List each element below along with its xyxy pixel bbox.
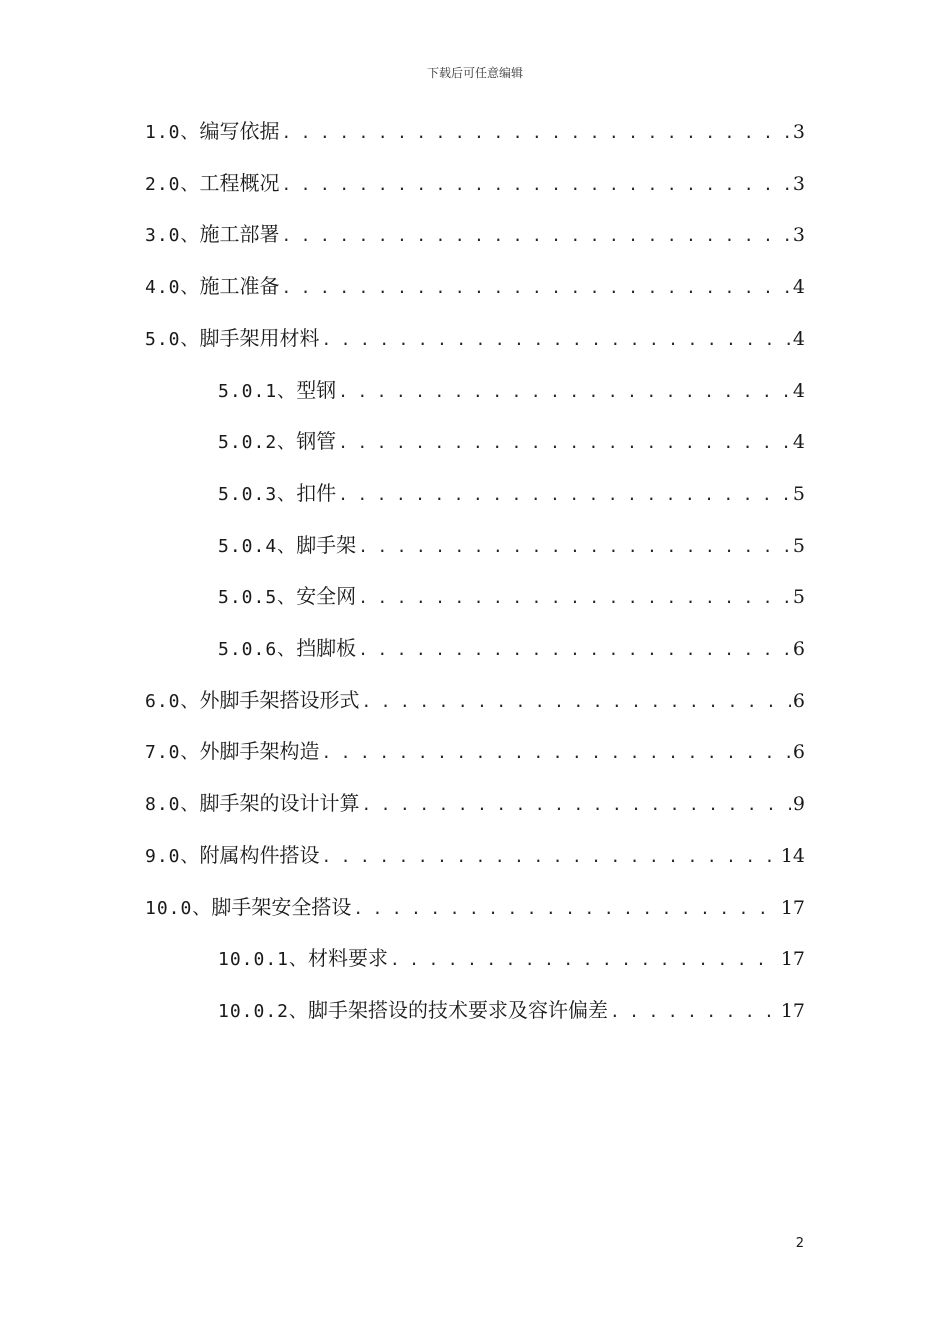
toc-entry-page: 4 <box>792 327 805 350</box>
toc-entry-page: 4 <box>792 379 805 402</box>
toc-dot-leader <box>610 1002 779 1021</box>
toc-entry-page: 14 <box>780 844 805 867</box>
toc-entry-number: 10.0.2、 <box>218 1000 309 1022</box>
toc-entry-number: 7.0、 <box>145 742 200 764</box>
page-number: 2 <box>795 1236 804 1251</box>
toc-entry[interactable] <box>145 270 805 310</box>
toc-entry-title: 脚手架的设计计算 <box>199 791 360 816</box>
toc-entry[interactable] <box>145 218 805 258</box>
toc-entry-page: 17 <box>780 896 805 919</box>
toc-entry-title: 施工准备 <box>199 274 280 299</box>
toc-entry-title: 脚手架安全搭设 <box>211 894 352 919</box>
toc-dot-leader <box>390 950 779 969</box>
toc-dot-leader <box>358 588 791 607</box>
toc-entry-number: 6.0、 <box>145 690 200 712</box>
toc-entry-number: 2.0、 <box>145 173 200 195</box>
toc-entry-number: 5.0.2、 <box>218 432 297 454</box>
toc-entry-title: 脚手架用材料 <box>199 325 320 350</box>
toc-entry-page: 3 <box>792 121 805 143</box>
toc-dot-leader <box>362 692 791 711</box>
toc-entry-title: 附属构件搭设 <box>199 842 320 867</box>
toc-dot-leader <box>282 175 791 194</box>
toc-entry-title: 扣件 <box>296 480 337 505</box>
toc-entry-page: 17 <box>780 999 805 1022</box>
toc-dot-leader <box>358 537 791 556</box>
toc-entry[interactable] <box>218 425 805 465</box>
toc-entry-page: 9 <box>792 793 805 816</box>
toc-entry-page: 17 <box>780 948 805 971</box>
toc-entry-page: 4 <box>792 276 805 299</box>
toc-dot-leader <box>338 485 791 504</box>
toc-entry[interactable] <box>145 684 805 724</box>
toc-entry[interactable] <box>218 374 805 414</box>
toc-entry-number: 5.0.3、 <box>218 483 297 505</box>
toc-entry-number: 5.0.6、 <box>218 639 297 660</box>
toc-dot-leader <box>322 847 779 866</box>
toc-entry[interactable] <box>218 632 805 672</box>
toc-entry[interactable] <box>218 477 805 517</box>
toc-entry-page: 3 <box>792 224 805 247</box>
toc-entry[interactable] <box>218 529 805 569</box>
toc-entry-title: 脚手架 <box>296 532 357 557</box>
toc-dot-leader <box>358 640 791 659</box>
toc-entry[interactable] <box>145 322 805 362</box>
toc-entry[interactable] <box>145 167 805 207</box>
toc-dot-leader <box>282 278 791 297</box>
toc-dot-leader <box>338 382 791 401</box>
toc-entry[interactable] <box>218 942 805 982</box>
toc-entry-page: 5 <box>792 586 805 609</box>
toc-entry-page: 5 <box>792 482 805 505</box>
toc-entry-number: 5.0、 <box>145 328 200 350</box>
toc-entry-number: 5.0.4、 <box>218 535 297 557</box>
toc-entry-number: 8.0、 <box>145 794 200 816</box>
toc-entry-title: 安全网 <box>296 584 357 609</box>
toc-entry-page: 4 <box>792 431 805 454</box>
toc-entry-page: 5 <box>792 534 805 557</box>
toc-entry-number: 10.0.1、 <box>218 949 309 971</box>
toc-entry[interactable] <box>145 839 805 879</box>
toc-entry-title: 编写依据 <box>199 119 280 143</box>
toc-entry-title: 钢管 <box>296 429 337 454</box>
toc-entry[interactable] <box>145 891 805 931</box>
toc-dot-leader <box>322 330 791 349</box>
toc-entry-number: 1.0、 <box>145 122 200 143</box>
toc-entry-title: 外脚手架构造 <box>199 739 320 764</box>
toc-entry-title: 工程概况 <box>199 170 280 195</box>
toc-entry-number: 3.0、 <box>145 225 200 247</box>
toc-dot-leader <box>353 899 778 918</box>
toc-entry-title: 脚手架搭设的技术要求及容许偏差 <box>308 997 609 1022</box>
toc-dot-leader <box>338 433 791 452</box>
toc-entry-number: 5.0.1、 <box>218 380 297 402</box>
toc-dot-leader <box>322 743 791 762</box>
toc-entry-number: 4.0、 <box>145 277 200 299</box>
toc-entry[interactable] <box>145 735 805 775</box>
toc-entry-title: 施工部署 <box>199 222 280 247</box>
toc-entry[interactable] <box>218 580 805 620</box>
toc-entry[interactable] <box>145 115 805 155</box>
toc-dot-leader <box>282 123 791 142</box>
toc-entry-title: 外脚手架搭设形式 <box>199 687 360 712</box>
toc-entry-number: 5.0.5、 <box>218 587 297 609</box>
toc-dot-leader <box>282 226 791 245</box>
toc-entry[interactable] <box>218 994 805 1034</box>
toc-entry-page: 6 <box>792 689 805 712</box>
page-header: 下载后可任意编辑 <box>426 66 523 80</box>
toc-entry-title: 材料要求 <box>308 946 389 971</box>
toc-entry-page: 3 <box>792 172 805 195</box>
toc-entry-page: 6 <box>792 741 805 764</box>
toc-dot-leader <box>362 795 791 814</box>
toc-entry-page: 6 <box>792 638 805 660</box>
toc-entry-title: 挡脚板 <box>296 636 357 660</box>
toc-entry-title: 型钢 <box>296 377 337 402</box>
toc-entry-number: 9.0、 <box>145 845 200 867</box>
toc-entry[interactable] <box>145 787 805 827</box>
toc-entry-number: 10.0、 <box>145 897 212 919</box>
